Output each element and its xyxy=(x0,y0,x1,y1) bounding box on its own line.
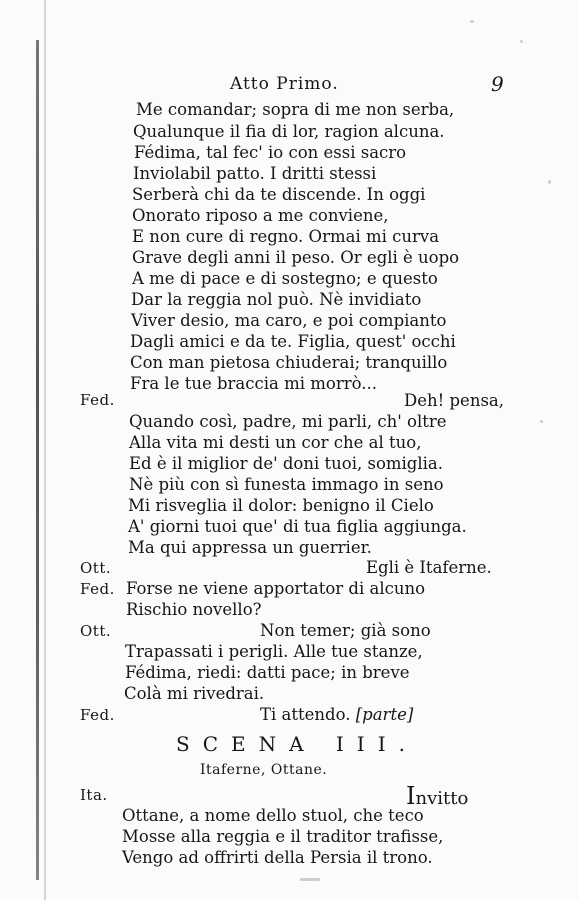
verse-line: Ottane, a nome dello stuol, che teco xyxy=(122,806,424,825)
verse-line: Vengo ad offrirti della Persia il trono. xyxy=(122,848,433,867)
verse-line: Fra le tue braccia mi morrò... xyxy=(130,374,378,393)
verse-line: Me comandar; sopra di me non serba, xyxy=(136,100,455,119)
speaker-label: Ott. xyxy=(80,559,112,577)
verse-line: Nè più con sì funesta immago in seno xyxy=(129,475,444,494)
verse-line: Dar la reggia nol può. Nè invidiato xyxy=(131,290,422,309)
verse-line: Colà mi rivedrai. xyxy=(124,684,265,703)
verse-line: A' giorni tuoi que' di tua figlia aggiunga. xyxy=(128,517,467,536)
speaker-label: Ott. xyxy=(80,622,112,640)
page-gutter-shadow xyxy=(36,40,39,880)
verse-line: Fédima, riedi: datti pace; in breve xyxy=(125,663,410,682)
speaker-label: Fed. xyxy=(80,391,115,409)
verse-line: Rischio novello? xyxy=(126,600,262,619)
verse-line: Non temer; già sono xyxy=(260,621,431,640)
verse-line: A me di pace e di sostegno; e questo xyxy=(132,269,438,288)
verse-line: Mosse alla reggia e il traditor trafisse, xyxy=(122,827,444,846)
verse-line: Onorato riposo a me conviene, xyxy=(132,206,389,225)
verse-line: Dagli amici e da te. Figlia, quest' occhi xyxy=(130,332,456,351)
verse-line: Ma qui appressa un guerrier. xyxy=(128,538,372,557)
verse-line: Serberà chi da te discende. In oggi xyxy=(132,185,426,204)
verse-line: Grave degli anni il peso. Or egli è uopo xyxy=(132,248,460,267)
page-edge-line xyxy=(44,0,46,900)
paper-speck xyxy=(540,420,543,423)
verse-line: Inviolabil patto. I dritti stessi xyxy=(133,164,377,183)
verse-line: Mi risveglia il dolor: benigno il Cielo xyxy=(128,496,434,515)
verse-line: Deh! pensa, xyxy=(404,391,504,410)
scene-characters: Itaferne, Ottane. xyxy=(200,762,328,778)
verse-line: Egli è Itaferne. xyxy=(366,558,492,577)
verse-line: Forse ne viene apportator di alcuno xyxy=(126,579,426,598)
verse-line: Fédima, tal fec' io con essi sacro xyxy=(134,143,407,162)
speaker-label: Ita. xyxy=(80,786,108,804)
verse-line: Quando così, padre, mi parli, ch' oltre xyxy=(129,412,447,431)
verse-line: Trapassati i perigli. Alle tue stanze, xyxy=(125,642,423,661)
verse-line: Ed è il miglior de' doni tuoi, somiglia. xyxy=(129,454,443,473)
speaker-label: Fed. xyxy=(80,580,115,598)
verse-line: Con man pietosa chiuderai; tranquillo xyxy=(130,353,448,372)
speaker-label: Fed. xyxy=(80,706,115,724)
verse-line: Viver desio, ma caro, e poi compianto xyxy=(131,311,447,330)
dropcap-initial: I xyxy=(406,782,416,810)
verse-line: Qualunque il fia di lor, ragion alcuna. xyxy=(133,122,445,141)
verse-line: Alla vita mi desti un cor che al tuo, xyxy=(129,433,422,452)
dropcap-rest: nvitto xyxy=(415,788,469,809)
ink-stroke xyxy=(300,878,320,881)
paper-speck xyxy=(548,180,551,184)
running-head: Atto Primo. xyxy=(230,74,339,94)
stage-direction: [parte] xyxy=(355,705,414,724)
verse-text: Ti attendo. xyxy=(260,705,351,724)
scene-heading: SCENA III. xyxy=(176,732,418,756)
page-number: 9 xyxy=(491,72,504,96)
paper-speck xyxy=(520,40,523,43)
verse-line xyxy=(260,707,413,724)
paper-speck xyxy=(470,20,474,23)
verse-line: E non cure di regno. Ormai mi curva xyxy=(132,227,440,246)
